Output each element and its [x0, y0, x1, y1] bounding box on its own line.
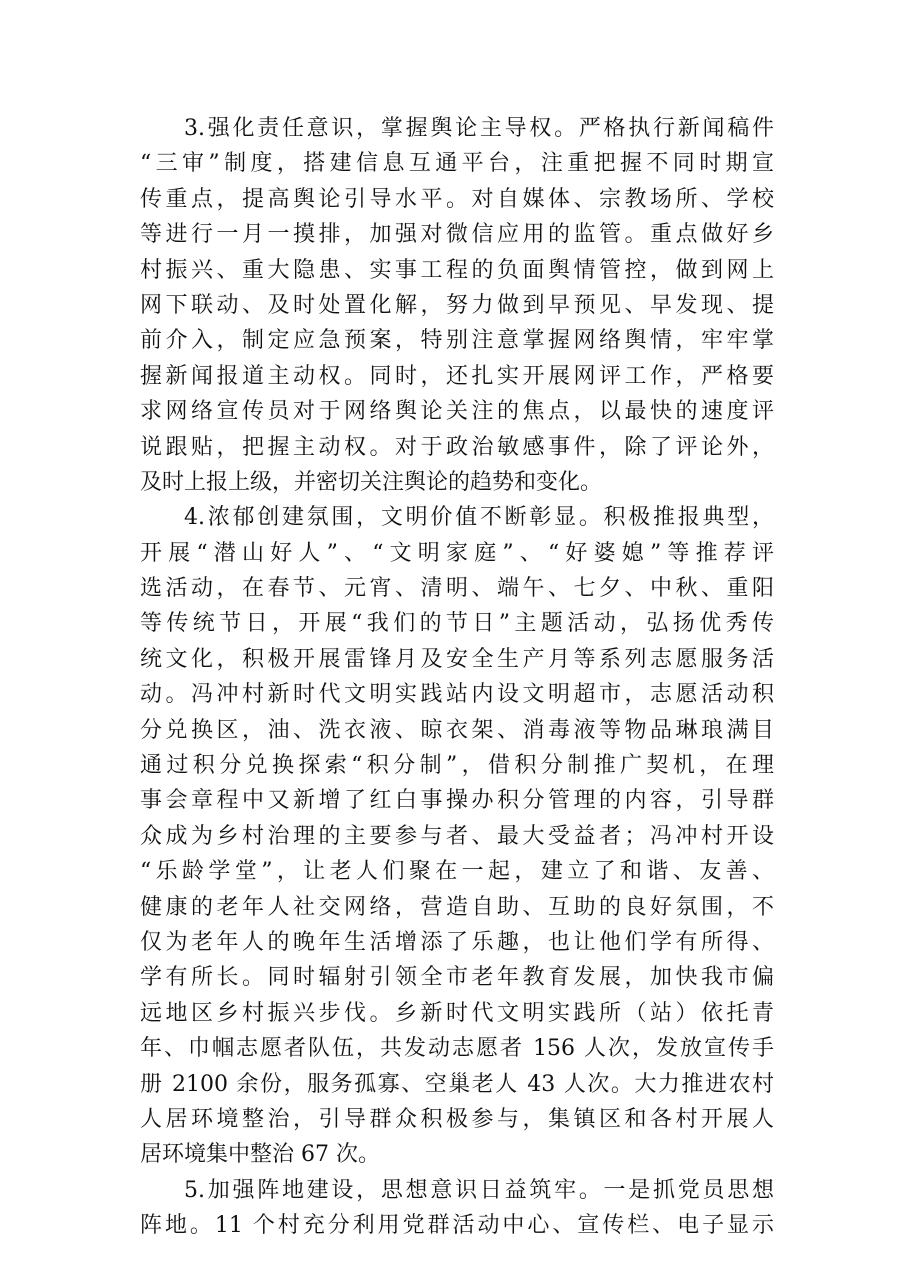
paragraph-3-line: 前介入，制定应急预案，特别注意掌握网络舆情，牢牢掌	[140, 328, 774, 354]
paragraph-4-line: 人居环境整治，引导群众积极参与，集镇区和各村开展人	[140, 1106, 774, 1132]
paragraph-4-line: 众成为乡村治理的主要参与者、最大受益者；冯冲村开设	[140, 823, 774, 849]
paragraph-4-line: 统文化，积极开展雷锋月及安全生产月等系列志愿服务活	[140, 646, 774, 672]
paragraph-4-line: 等传统节日，开展“我们的节日”主题活动，弘扬优秀传	[140, 611, 774, 637]
paragraph-4-line: 4.浓郁创建氛围，文明价值不断彰显。积极推报典型，	[184, 505, 774, 531]
paragraph-4-line: 选活动，在春节、元宵、清明、端午、七夕、中秋、重阳	[140, 576, 774, 602]
paragraph-4-line: 通过积分兑换探索“积分制”，借积分制推广契机，在理	[140, 753, 774, 779]
paragraph-4-line: 年、巾帼志愿者队伍，共发动志愿者 156 人次，发放宣传手	[140, 1036, 774, 1062]
paragraph-4-line: 居环境集中整治 67 次。	[140, 1142, 380, 1168]
paragraph-3-line: 3.强化责任意识，掌握舆论主导权。严格执行新闻稿件	[184, 116, 774, 141]
paragraph-4-line: “乐龄学堂”，让老人们聚在一起，建立了和谐、友善、	[140, 859, 774, 885]
paragraph-4-line: 远地区乡村振兴步伐。乡新时代文明实践所（站）依托青	[140, 1000, 774, 1026]
paragraph-4-line: 事会章程中又新增了红白事操办积分管理的内容，引导群	[140, 788, 774, 814]
paragraph-3-line: 等进行一月一摸排，加强对微信应用的监管。重点做好乡	[140, 222, 774, 248]
paragraph-4-line: 健康的老年人社交网络，营造自助、互助的良好氛围，不	[140, 894, 774, 920]
paragraph-4-line: 分兑换区，油、洗衣液、晾衣架、消毒液等物品琳琅满目	[140, 717, 774, 743]
paragraph-4-line: 学有所长。同时辐射引领全市老年教育发展，加快我市偏	[140, 965, 774, 991]
paragraph-4-line: 动。冯冲村新时代文明实践站内设文明超市，志愿活动积	[140, 682, 774, 708]
paragraph-3-line: 村振兴、重大隐患、实事工程的负面舆情管控，做到网上	[140, 257, 774, 283]
paragraph-3-line: 握新闻报道主动权。同时，还扎实开展网评工作，严格要	[140, 363, 774, 389]
paragraph-3-line: 说跟贴，把握主动权。对于政治敏感事件，除了评论外，	[140, 434, 774, 460]
paragraph-5-line: 5.加强阵地建设，思想意识日益筑牢。一是抓党员思想	[184, 1177, 774, 1203]
paragraph-3-line: 传重点，提高舆论引导水平。对自媒体、宗教场所、学校	[140, 186, 774, 212]
paragraph-4-line: 开展“潜山好人”、“文明家庭”、“好婆媳”等推荐评	[140, 540, 774, 566]
paragraph-4-line: 仅为老年人的晚年生活增添了乐趣，也让他们学有所得、	[140, 929, 774, 955]
paragraph-3-line: 及时上报上级，并密切关注舆论的趋势和变化。	[140, 469, 603, 495]
body-text	[140, 111, 774, 1244]
paragraph-5-line: 阵地。11 个村充分利用党群活动中心、宣传栏、电子显示	[140, 1213, 774, 1239]
paragraph-4-line: 册 2100 余份，服务孤寡、空巢老人 43 人次。大力推进农村	[140, 1071, 774, 1097]
paragraph-3-line: 求网络宣传员对于网络舆论关注的焦点，以最快的速度评	[140, 399, 774, 425]
paragraph-3-line: 网下联动、及时处置化解，努力做到早预见、早发现、提	[140, 292, 774, 318]
paragraph-3-line: “三审”制度，搭建信息互通平台，注重把握不同时期宣	[140, 151, 774, 177]
